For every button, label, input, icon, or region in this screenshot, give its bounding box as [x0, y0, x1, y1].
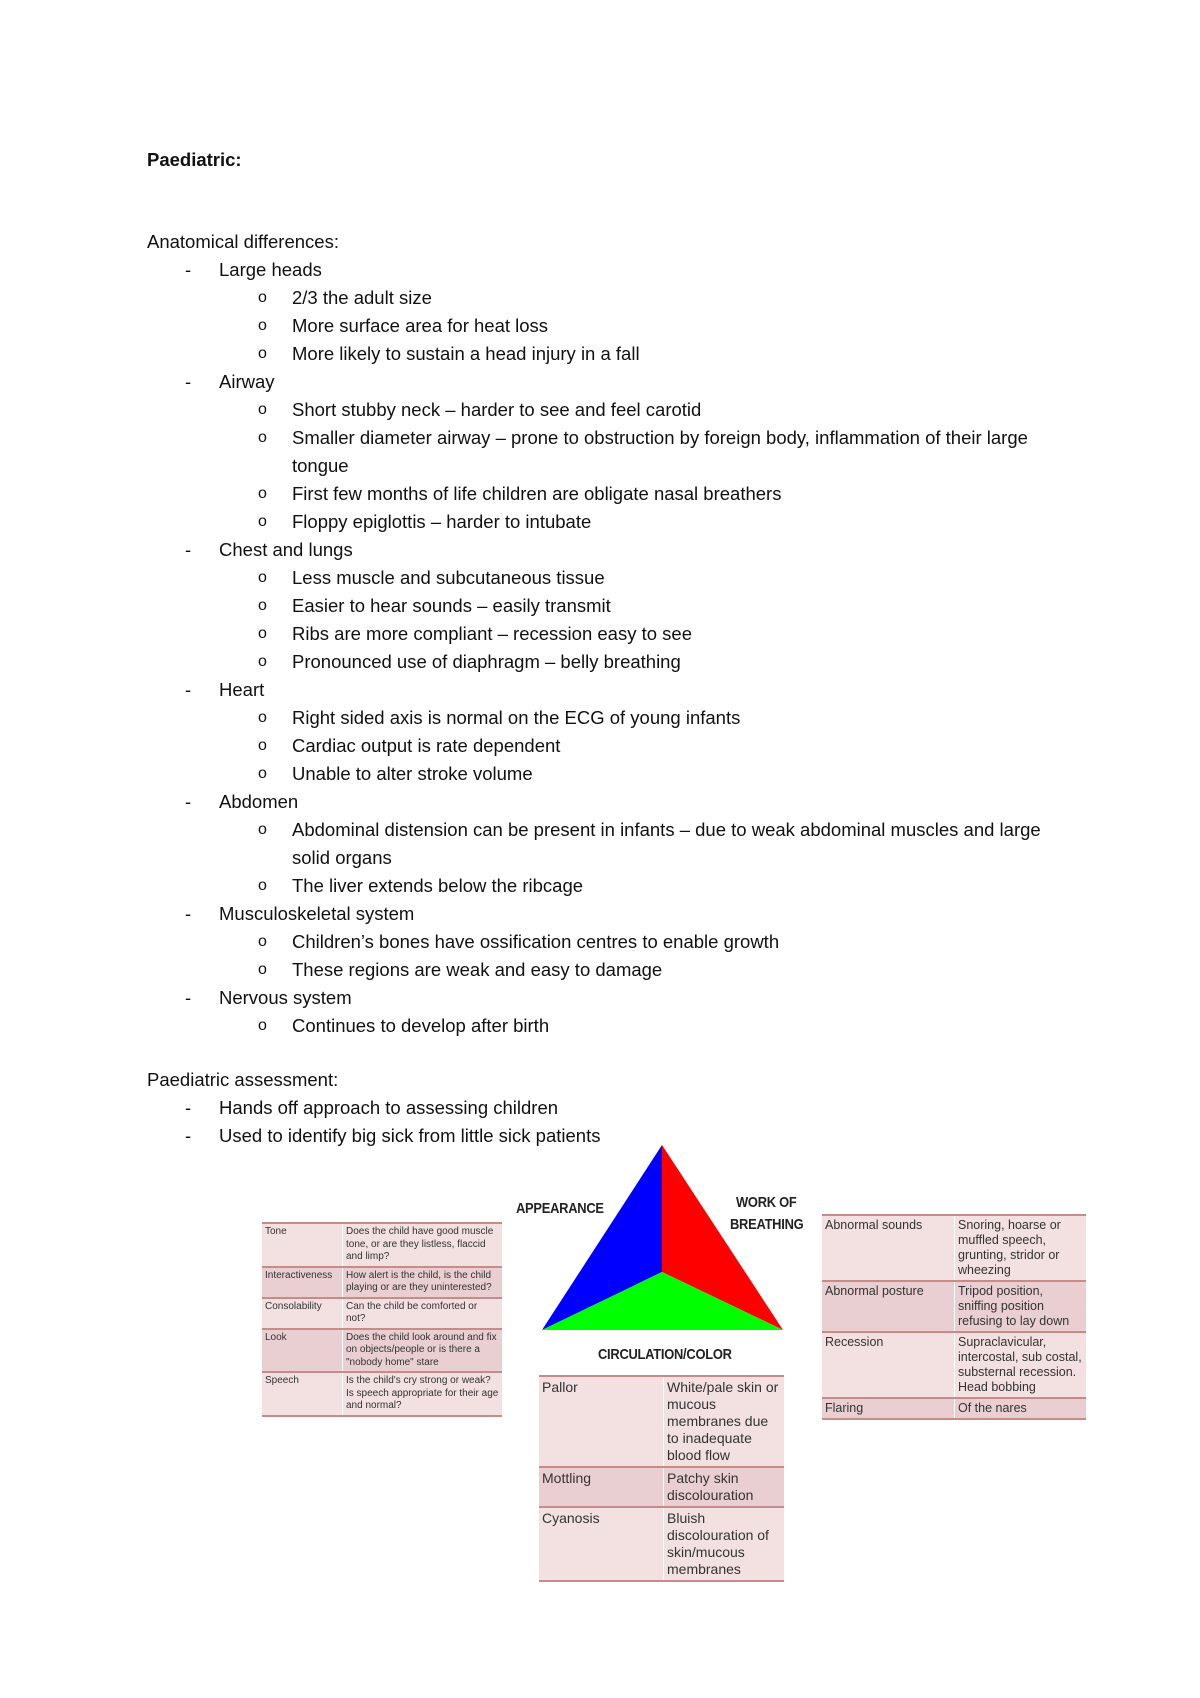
table-cell: Pallor [539, 1376, 664, 1467]
triangle-label-appearance: APPEARANCE [516, 1200, 604, 1217]
table-cell: Cyanosis [539, 1507, 664, 1581]
table-cell: Flaring [822, 1398, 955, 1419]
circulation-table [539, 1375, 784, 1582]
table-row [262, 1298, 502, 1329]
table-cell: Tone [262, 1223, 343, 1267]
table-cell: Abnormal posture [822, 1281, 955, 1332]
section-heading-assessment: Paediatric assessment: [147, 1069, 339, 1090]
table-row [262, 1223, 502, 1267]
page-title: Paediatric: [147, 149, 242, 170]
table-row [822, 1332, 1086, 1398]
table-row [822, 1281, 1086, 1332]
table-cell: White/pale skin or mucous membranes due to inadequate blood flow [664, 1376, 785, 1467]
section-heading-anatomical: Anatomical differences: [147, 231, 339, 252]
table-cell: Bluish discolouration of skin/mucous membranes [664, 1507, 785, 1581]
table-cell: Look [262, 1329, 343, 1373]
table-cell: Recession [822, 1332, 955, 1398]
table-row [822, 1215, 1086, 1281]
table-cell: Can the child be comforted or not? [343, 1298, 503, 1329]
table-cell: Abnormal sounds [822, 1215, 955, 1281]
table-row [539, 1467, 784, 1507]
table-cell: Is the child's cry strong or weak? Is speech appropriate for their age and normal? [343, 1372, 503, 1416]
table-cell: Does the child have good muscle tone, or are they listless, flaccid and limp? [343, 1223, 503, 1267]
table-cell: Mottling [539, 1467, 664, 1507]
table-cell: Does the child look around and fix on objects/people or is there a "nobody home" stare [343, 1329, 503, 1373]
table-row [262, 1267, 502, 1298]
table-cell: Interactiveness [262, 1267, 343, 1298]
table-cell: Patchy skin discolouration [664, 1467, 785, 1507]
table-row [262, 1372, 502, 1416]
appearance-table [262, 1222, 502, 1417]
breathing-table [822, 1214, 1086, 1420]
triangle-label-breathing: BREATHING [730, 1216, 804, 1233]
table-cell: Supraclavicular, intercostal, sub costal, substernal recession. Head bobbing [955, 1332, 1087, 1398]
table-cell: Tripod position, sniffing position refusing to lay down [955, 1281, 1087, 1332]
table-cell: Speech [262, 1372, 343, 1416]
table-row [539, 1376, 784, 1467]
triangle-label-circulation: CIRCULATION/COLOR [598, 1346, 732, 1363]
table-row [262, 1329, 502, 1373]
table-row [822, 1398, 1086, 1419]
table-cell: Consolability [262, 1298, 343, 1329]
table-cell: How alert is the child, is the child playing or are they uninterested? [343, 1267, 503, 1298]
table-cell: Of the nares [955, 1398, 1087, 1419]
table-row [539, 1507, 784, 1581]
table-cell: Snoring, hoarse or muffled speech, grunting, stridor or wheezing [955, 1215, 1087, 1281]
triangle-label-work-of: WORK OF [736, 1194, 797, 1211]
